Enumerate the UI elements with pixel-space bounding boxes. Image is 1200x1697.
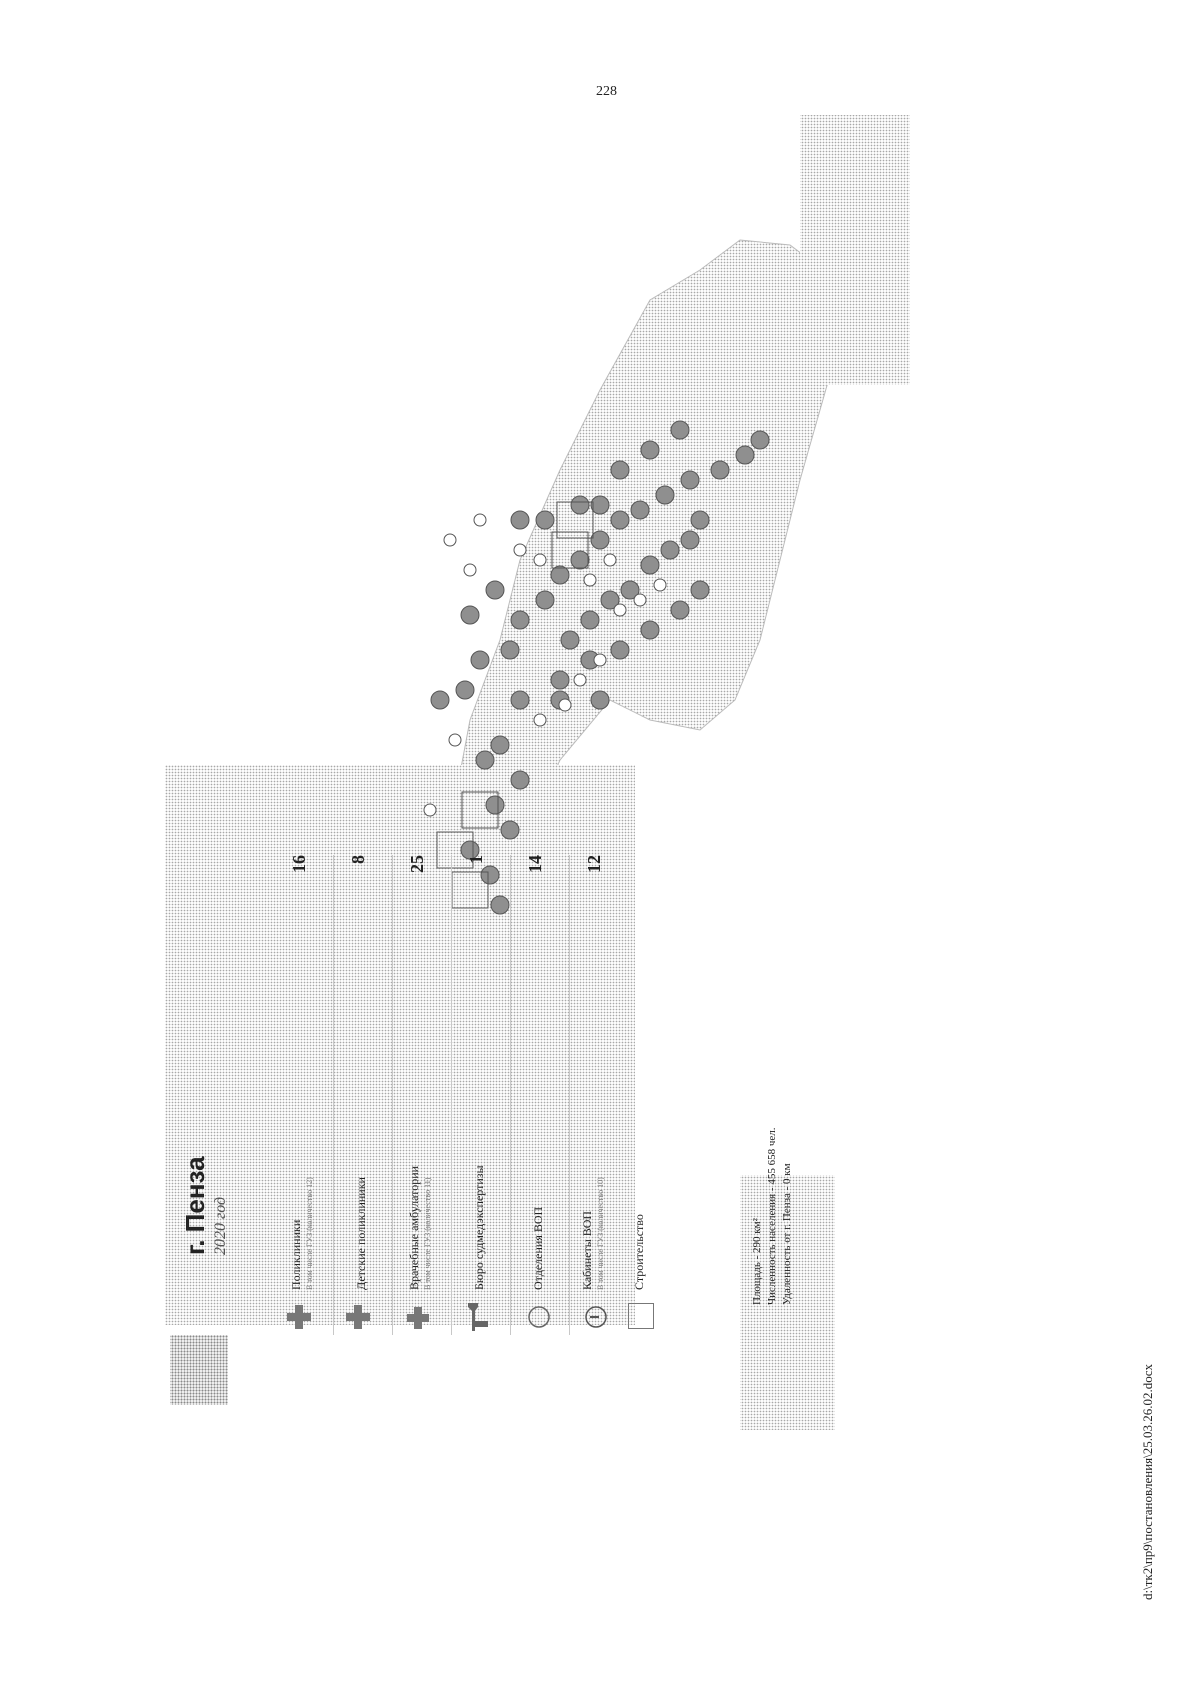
legend-row	[452, 855, 511, 1335]
legend-row	[393, 855, 452, 1335]
legend-row	[570, 855, 628, 1335]
clinic-marker	[736, 446, 754, 464]
vop-marker	[449, 734, 461, 746]
legend-rotated	[160, 775, 793, 1335]
clinic-marker	[491, 736, 509, 754]
vop-marker	[514, 544, 526, 556]
legend-label: Кабинеты ВОП	[580, 1210, 594, 1290]
legend-count: 1	[466, 855, 486, 864]
vop-marker	[594, 654, 606, 666]
square-outline-icon	[628, 1303, 654, 1329]
clinic-marker	[591, 531, 609, 549]
clinic-marker	[681, 471, 699, 489]
clinic-marker	[631, 501, 649, 519]
legend-count: 14	[525, 855, 545, 873]
clinic-marker	[611, 461, 629, 479]
clinic-marker	[511, 691, 529, 709]
clinic-marker	[431, 691, 449, 709]
clinic-marker	[536, 511, 554, 529]
clinic-marker	[671, 421, 689, 439]
clinic-marker	[611, 511, 629, 529]
clinic-marker	[641, 441, 659, 459]
clinic-marker	[591, 691, 609, 709]
vop-marker	[604, 554, 616, 566]
clinic-marker	[641, 556, 659, 574]
vop-marker	[474, 514, 486, 526]
legend-count: 12	[584, 855, 604, 873]
clinic-marker	[611, 641, 629, 659]
legend-row	[628, 855, 668, 1335]
vop-marker	[559, 699, 571, 711]
clinic-marker	[456, 681, 474, 699]
legend-count: 25	[407, 855, 427, 873]
legend-row	[334, 855, 393, 1335]
legend-label: Детские поликлиники	[354, 1177, 368, 1290]
medical-cross-icon	[287, 1305, 311, 1329]
vop-marker	[634, 594, 646, 606]
vop-marker	[614, 604, 626, 616]
clinic-marker	[551, 671, 569, 689]
legend-count: 8	[348, 855, 368, 864]
clinic-marker	[661, 541, 679, 559]
clinic-marker	[591, 496, 609, 514]
legend-label: Поликлиники	[289, 1219, 303, 1290]
clinic-marker	[501, 641, 519, 659]
legend-title: г. Пенза	[180, 1156, 210, 1255]
legend-row	[511, 855, 570, 1335]
clinic-marker	[671, 601, 689, 619]
page-number: 228	[596, 84, 617, 99]
clinic-marker	[461, 606, 479, 624]
vop-marker	[534, 714, 546, 726]
legend-rows	[275, 855, 668, 1335]
clinic-marker	[471, 651, 489, 669]
legend-label: Бюро судмедэкспертизы	[472, 1165, 486, 1290]
legend-label: Врачебные амбулатории	[407, 1165, 421, 1290]
clinic-marker	[581, 611, 599, 629]
medical-cross-icon	[346, 1305, 370, 1329]
clinic-marker	[751, 431, 769, 449]
clinic-marker	[641, 621, 659, 639]
clinic-marker	[486, 581, 504, 599]
stats	[750, 1128, 795, 1305]
clinic-marker	[561, 631, 579, 649]
clinic-marker	[571, 551, 589, 569]
vop-marker	[584, 574, 596, 586]
clinic-marker	[571, 496, 589, 514]
clinic-marker	[656, 486, 674, 504]
circle-icon	[527, 1305, 551, 1329]
footer-path: d:\тк2\пр9\постановления\25.03.26.02.docx	[1140, 1363, 1155, 1600]
vop-marker	[534, 554, 546, 566]
vop-marker	[654, 579, 666, 591]
clinic-marker	[551, 566, 569, 584]
clinic-marker	[511, 511, 529, 529]
vop-marker	[444, 534, 456, 546]
legend-sub: В том числе ГУЗ (количество 12)	[305, 1177, 314, 1290]
legend-subtitle: 2020 год	[212, 1196, 229, 1255]
legend-sub: В том числе ГУЗ (количество 11)	[423, 1177, 432, 1290]
legend-row	[275, 855, 334, 1335]
legend-sub: В том числе ГУЗ (количество 10)	[596, 1177, 605, 1290]
clinic-marker	[536, 591, 554, 609]
stats-area: Площадь - 290 км²	[751, 1218, 763, 1305]
clinic-marker	[691, 581, 709, 599]
clinic-marker	[476, 751, 494, 769]
clinic-marker	[511, 611, 529, 629]
stats-distance: Удаленность от г. Пенза - 0 км	[781, 1163, 793, 1305]
tool-icon	[468, 1303, 488, 1331]
clinic-marker	[711, 461, 729, 479]
legend-count: 16	[289, 855, 309, 873]
clinic-marker	[691, 511, 709, 529]
vop-marker	[464, 564, 476, 576]
circle-info-icon	[584, 1305, 608, 1329]
clinic-marker	[681, 531, 699, 549]
medical-cross-small-icon	[407, 1307, 429, 1329]
stats-population: Численность населения - 455 658 чел.	[766, 1127, 778, 1305]
legend-label: Строительство	[632, 1214, 646, 1290]
vop-marker	[574, 674, 586, 686]
legend-label: Отделения ВОП	[531, 1206, 545, 1290]
